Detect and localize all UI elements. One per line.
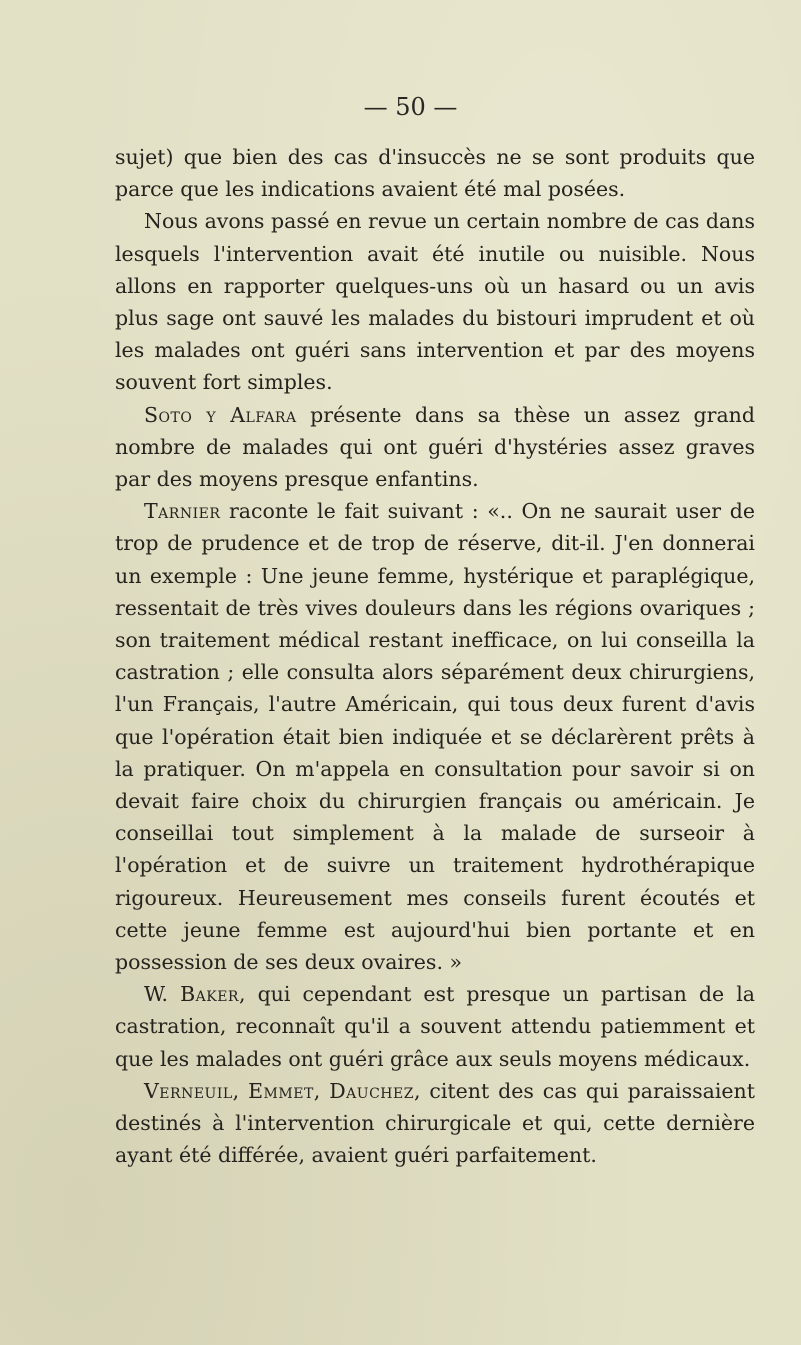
author-name-2: Emmet: [248, 1078, 314, 1103]
page-number: — 50 —: [363, 93, 458, 121]
separator: ,: [313, 1078, 330, 1103]
author-name: Baker: [180, 982, 239, 1007]
paragraph-1: [115, 141, 755, 205]
paragraph-text: présente dans sa thèse un assez grand nombre de malades qui ont guéri d'hystéries assez graves par des moyens presque enfantins.: [115, 402, 755, 492]
paragraph-text: , qui cependant est presque un partisan de la castration, reconnaît qu'il a souvent attendu patiemment et que les malades ont guéri grâce aux seuls moyens médicaux.: [115, 982, 755, 1071]
author-name: Tarnier: [144, 499, 221, 524]
author-name: Verneuil: [144, 1078, 233, 1103]
paragraph-text: , citent des cas qui paraissaient destinés à l'intervention chirurgicale et qui, cette dernière ayant été différée, avaient guéri parfaitement.: [115, 1078, 755, 1168]
author-name: Soto y Alfara: [144, 402, 297, 427]
author-initial: W.: [144, 982, 181, 1007]
paragraph-3: [115, 399, 755, 496]
paragraph-5: [115, 978, 755, 1075]
separator: ,: [232, 1078, 249, 1103]
paragraph-text: raconte le fait suivant : «.. On ne saurait user de trop de prudence et de trop de réserve, dit-il. J'en donnerai un exemple : Une jeune femme, hystérique et paraplégique, ressentait de très vives douleurs dans les régions ovariques ; son traitement médical restant inefficace, on lui conseilla la castration ; elle consulta alors séparément deux chirurgiens, l'un Français, l'autre Américain, qui tous deux furent d'avis que l'opération était bien indiquée et se déclarèrent prêts à la pratiquer. On m'appela en consultation pour savoir si on devait faire choix du chirurgien français ou américain. Je conseillai tout simplement à la malade de surseoir à l'opération et de suivre un traitement hydrothérapique rigoureux. Heureusement mes conseils furent écoutés et cette jeune femme est aujourd'hui bien portante et en possession de ses deux ovaires. »: [115, 499, 755, 975]
paragraph-6: [115, 1075, 755, 1172]
paragraph-text: sujet) que bien des cas d'insuccès ne se sont produits que parce que les indications avaient été mal posées.: [115, 145, 755, 202]
paragraph-2: [115, 205, 755, 398]
body-text: [115, 141, 755, 1172]
paragraph-text: Nous avons passé en revue un certain nombre de cas dans lesquels l'intervention avait été inutile ou nuisible. Nous allons en rapporter quelques-uns où un hasard ou un avis plus sage ont sauvé les malades du bistouri imprudent et où les malades ont guéri sans intervention et par des moyens souvent fort simples.: [115, 209, 755, 395]
paragraph-4: [115, 495, 755, 978]
author-name-3: Dauchez: [329, 1078, 414, 1103]
